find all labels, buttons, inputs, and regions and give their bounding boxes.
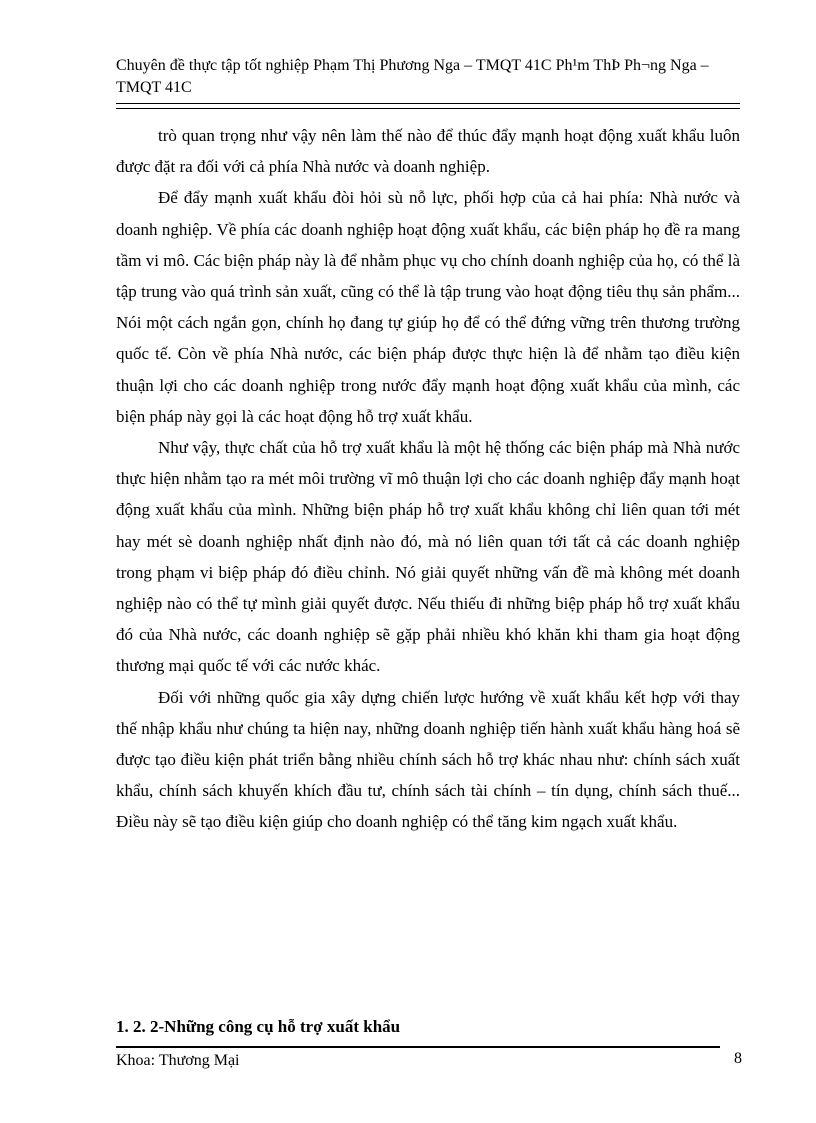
page-header: Chuyên đề thực tập tốt nghiệp Phạm Thị Phương Nga – TMQT 41C Ph¹m ThÞ Ph¬ng Nga – TMQT 41C	[116, 57, 709, 96]
page-number: 8	[734, 1050, 742, 1067]
paragraph-2: Để đẩy mạnh xuất khẩu đòi hỏi sù nỗ lực, phối hợp của cả hai phía: Nhà nước và doanh nghiệp. Về phía các doanh nghiệp hoạt động xuất khẩu, các biện pháp họ đề ra mang tầm vi mô. Các biện pháp này là để nhằm phục vụ cho chính doanh nghiệp của họ, có thể là tập trung vào quá trình sản xuất, cũng có thể là tập trung vào hoạt động tiêu thụ sản phẩm... Nói một cách ngắn gọn, chính họ đang tự giúp họ để có thể đứng vững trên thương trường quốc tế. Còn về phía Nhà nước, các biện pháp được thực hiện là để nhằm tạo điều kiện thuận lợi cho các doanh nghiệp trong nước đẩy mạnh hoạt động xuất khẩu của mình, các biện pháp này gọi là các hoạt động hỗ trợ xuất khẩu.	[116, 188, 740, 426]
paragraph-4: Đối với những quốc gia xây dựng chiến lược hướng về xuất khẩu kết hợp với thay thế nhập khẩu như chúng ta hiện nay, những doanh nghiệp tiến hành xuất khẩu hàng hoá sẽ được tạo điều kiện phát triển bằng nhiều chính sách hỗ trợ khác nhau như: chính sách xuất khẩu, chính sách khuyến khích đầu tư, chính sách tài chính – tín dụng, chính sách thuế... Điều này sẽ tạo điều kiện giúp cho doanh nghiệp có thể tăng kim ngạch xuất khẩu.	[116, 687, 740, 832]
paragraph-3: Như vậy, thực chất của hỗ trợ xuất khẩu là một hệ thống các biện pháp mà Nhà nước thực hiện nhằm tạo ra mét môi trường vĩ mô thuận lợi cho các doanh nghiệp đẩy mạnh hoạt động xuất khẩu của mình. Những biện pháp hỗ trợ xuất khẩu không chỉ liên quan tới mét hay mét sè doanh nghiệp nhất định nào đó, mà nó liên quan tới tất cả các doanh nghiệp trong phạm vi biệp pháp đó điều chỉnh. Nó giải quyết những vấn đề mà không mét doanh nghiệp nào có thể tự mình giải quyết được. Nếu thiếu đi những biệp pháp hỗ trợ xuất khẩu đó của Nhà nước, các doanh nghiệp sẽ gặp phải nhiều khó khăn khi tham gia hoạt động thương mại quốc tế với các nước khác.	[116, 438, 740, 676]
section-heading: 1. 2. 2-Những công cụ hỗ trợ xuất khẩu	[116, 1017, 401, 1036]
footer-faculty: Khoa: Thương Mại	[116, 1052, 240, 1069]
paragraph-1: trò quan trọng như vậy nên làm thế nào để thúc đẩy mạnh hoạt động xuất khẩu luôn được đặt ra đối với cả phía Nhà nước và doanh nghiệp.	[116, 126, 740, 177]
body-text	[116, 120, 740, 838]
footer-rule	[116, 1046, 720, 1048]
header-double-rule	[116, 103, 740, 109]
